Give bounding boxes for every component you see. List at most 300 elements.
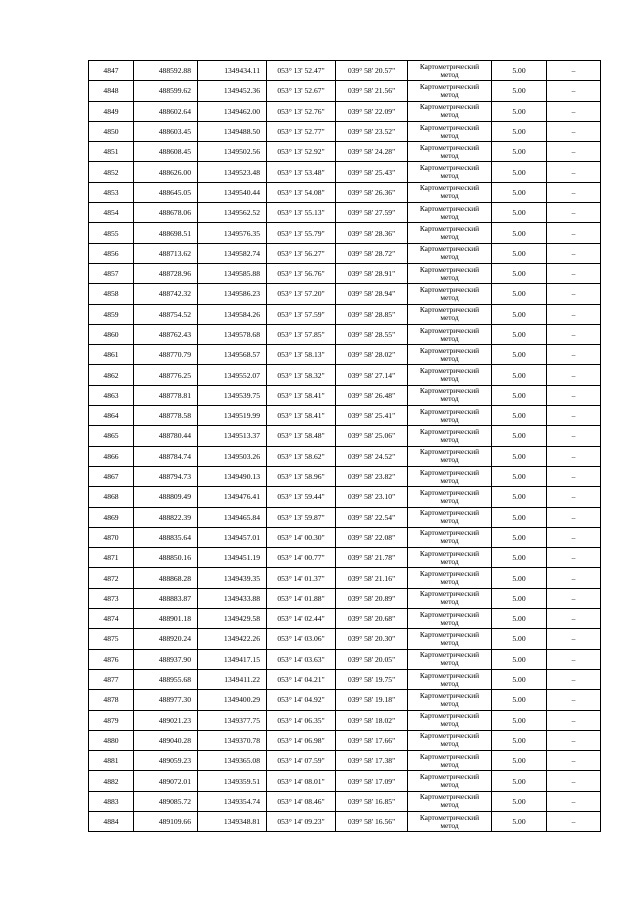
longitude-cell: 039° 58' 22.08"	[336, 527, 408, 547]
point-number-cell: 4853	[89, 182, 134, 202]
y-coordinate-cell: 1349502.56	[198, 142, 267, 162]
y-coordinate-cell: 1349582.74	[198, 243, 267, 263]
accuracy-cell: 5.00	[492, 771, 547, 791]
table-row	[89, 121, 601, 141]
method-cell: Картометрический метод	[408, 121, 492, 141]
point-number-cell: 4881	[89, 751, 134, 771]
point-number-cell: 4856	[89, 243, 134, 263]
point-number-cell: 4859	[89, 304, 134, 324]
table-row	[89, 527, 601, 547]
method-cell: Картометрический метод	[408, 710, 492, 730]
description-cell: –	[547, 324, 601, 344]
longitude-cell: 039° 58' 28.02"	[336, 345, 408, 365]
point-number-cell: 4884	[89, 811, 134, 831]
longitude-cell: 039° 58' 28.72"	[336, 243, 408, 263]
x-coordinate-cell: 489109.66	[134, 811, 198, 831]
accuracy-cell: 5.00	[492, 609, 547, 629]
x-coordinate-cell: 488778.81	[134, 385, 198, 405]
x-coordinate-cell: 489021.23	[134, 710, 198, 730]
accuracy-cell: 5.00	[492, 81, 547, 101]
y-coordinate-cell: 1349586.23	[198, 284, 267, 304]
y-coordinate-cell: 1349576.35	[198, 223, 267, 243]
description-cell: –	[547, 609, 601, 629]
x-coordinate-cell: 488901.18	[134, 609, 198, 629]
y-coordinate-cell: 1349552.07	[198, 365, 267, 385]
description-cell: –	[547, 466, 601, 486]
y-coordinate-cell: 1349370.78	[198, 730, 267, 750]
latitude-cell: 053° 13' 57.20"	[267, 284, 336, 304]
y-coordinate-cell: 1349584.26	[198, 304, 267, 324]
point-number-cell: 4851	[89, 142, 134, 162]
accuracy-cell: 5.00	[492, 811, 547, 831]
accuracy-cell: 5.00	[492, 649, 547, 669]
x-coordinate-cell: 488742.32	[134, 284, 198, 304]
longitude-cell: 039° 58' 18.02"	[336, 710, 408, 730]
latitude-cell: 053° 14' 04.21"	[267, 669, 336, 689]
table-row	[89, 223, 601, 243]
point-number-cell: 4848	[89, 81, 134, 101]
method-cell: Картометрический метод	[408, 162, 492, 182]
accuracy-cell: 5.00	[492, 507, 547, 527]
longitude-cell: 039° 58' 16.85"	[336, 791, 408, 811]
longitude-cell: 039° 58' 25.43"	[336, 162, 408, 182]
table-row	[89, 304, 601, 324]
latitude-cell: 053° 13' 58.48"	[267, 426, 336, 446]
x-coordinate-cell: 488626.00	[134, 162, 198, 182]
accuracy-cell: 5.00	[492, 466, 547, 486]
latitude-cell: 053° 13' 55.79"	[267, 223, 336, 243]
y-coordinate-cell: 1349539.75	[198, 385, 267, 405]
table-row	[89, 162, 601, 182]
point-number-cell: 4875	[89, 629, 134, 649]
method-cell: Картометрический метод	[408, 669, 492, 689]
y-coordinate-cell: 1349503.26	[198, 446, 267, 466]
latitude-cell: 053° 13' 52.76"	[267, 101, 336, 121]
x-coordinate-cell: 488937.90	[134, 649, 198, 669]
accuracy-cell: 5.00	[492, 365, 547, 385]
longitude-cell: 039° 58' 26.36"	[336, 182, 408, 202]
table-row	[89, 406, 601, 426]
x-coordinate-cell: 488868.28	[134, 568, 198, 588]
method-cell: Картометрический метод	[408, 385, 492, 405]
table-row	[89, 446, 601, 466]
longitude-cell: 039° 58' 25.41"	[336, 406, 408, 426]
y-coordinate-cell: 1349568.57	[198, 345, 267, 365]
latitude-cell: 053° 14' 02.44"	[267, 609, 336, 629]
point-number-cell: 4869	[89, 507, 134, 527]
point-number-cell: 4855	[89, 223, 134, 243]
description-cell: –	[547, 751, 601, 771]
longitude-cell: 039° 58' 23.52"	[336, 121, 408, 141]
latitude-cell: 053° 13' 56.76"	[267, 263, 336, 283]
method-cell: Картометрический метод	[408, 527, 492, 547]
y-coordinate-cell: 1349452.36	[198, 81, 267, 101]
accuracy-cell: 5.00	[492, 426, 547, 446]
y-coordinate-cell: 1349433.88	[198, 588, 267, 608]
method-cell: Картометрический метод	[408, 568, 492, 588]
accuracy-cell: 5.00	[492, 527, 547, 547]
method-cell: Картометрический метод	[408, 142, 492, 162]
method-cell: Картометрический метод	[408, 649, 492, 669]
method-cell: Картометрический метод	[408, 284, 492, 304]
longitude-cell: 039° 58' 22.54"	[336, 507, 408, 527]
method-cell: Картометрический метод	[408, 304, 492, 324]
y-coordinate-cell: 1349519.99	[198, 406, 267, 426]
point-number-cell: 4882	[89, 771, 134, 791]
table-row	[89, 263, 601, 283]
method-cell: Картометрический метод	[408, 791, 492, 811]
y-coordinate-cell: 1349578.68	[198, 324, 267, 344]
latitude-cell: 053° 13' 59.87"	[267, 507, 336, 527]
latitude-cell: 053° 14' 06.98"	[267, 730, 336, 750]
point-number-cell: 4852	[89, 162, 134, 182]
coordinates-table	[88, 60, 601, 832]
y-coordinate-cell: 1349422.26	[198, 629, 267, 649]
x-coordinate-cell: 488794.73	[134, 466, 198, 486]
x-coordinate-cell: 488784.74	[134, 446, 198, 466]
method-cell: Картометрический метод	[408, 263, 492, 283]
longitude-cell: 039° 58' 24.52"	[336, 446, 408, 466]
accuracy-cell: 5.00	[492, 223, 547, 243]
accuracy-cell: 5.00	[492, 101, 547, 121]
y-coordinate-cell: 1349417.15	[198, 649, 267, 669]
description-cell: –	[547, 629, 601, 649]
description-cell: –	[547, 406, 601, 426]
accuracy-cell: 5.00	[492, 730, 547, 750]
description-cell: –	[547, 730, 601, 750]
latitude-cell: 053° 14' 03.06"	[267, 629, 336, 649]
y-coordinate-cell: 1349411.22	[198, 669, 267, 689]
x-coordinate-cell: 488780.44	[134, 426, 198, 446]
accuracy-cell: 5.00	[492, 182, 547, 202]
x-coordinate-cell: 488754.52	[134, 304, 198, 324]
accuracy-cell: 5.00	[492, 568, 547, 588]
x-coordinate-cell: 488776.25	[134, 365, 198, 385]
longitude-cell: 039° 58' 26.48"	[336, 385, 408, 405]
description-cell: –	[547, 304, 601, 324]
point-number-cell: 4866	[89, 446, 134, 466]
description-cell: –	[547, 101, 601, 121]
latitude-cell: 053° 13' 58.62"	[267, 446, 336, 466]
longitude-cell: 039° 58' 28.91"	[336, 263, 408, 283]
latitude-cell: 053° 14' 00.30"	[267, 527, 336, 547]
description-cell: –	[547, 263, 601, 283]
method-cell: Картометрический метод	[408, 81, 492, 101]
table-row	[89, 182, 601, 202]
table-row	[89, 649, 601, 669]
x-coordinate-cell: 489072.01	[134, 771, 198, 791]
point-number-cell: 4874	[89, 609, 134, 629]
table-row	[89, 690, 601, 710]
method-cell: Картометрический метод	[408, 324, 492, 344]
latitude-cell: 053° 13' 58.41"	[267, 406, 336, 426]
x-coordinate-cell: 488728.96	[134, 263, 198, 283]
point-number-cell: 4849	[89, 101, 134, 121]
coordinates-table-body	[89, 61, 601, 832]
accuracy-cell: 5.00	[492, 710, 547, 730]
description-cell: –	[547, 61, 601, 81]
point-number-cell: 4857	[89, 263, 134, 283]
method-cell: Картометрический метод	[408, 223, 492, 243]
x-coordinate-cell: 489040.28	[134, 730, 198, 750]
table-row	[89, 385, 601, 405]
y-coordinate-cell: 1349377.75	[198, 710, 267, 730]
accuracy-cell: 5.00	[492, 121, 547, 141]
x-coordinate-cell: 488778.58	[134, 406, 198, 426]
y-coordinate-cell: 1349451.19	[198, 548, 267, 568]
accuracy-cell: 5.00	[492, 406, 547, 426]
accuracy-cell: 5.00	[492, 284, 547, 304]
method-cell: Картометрический метод	[408, 406, 492, 426]
longitude-cell: 039° 58' 20.68"	[336, 609, 408, 629]
description-cell: –	[547, 487, 601, 507]
method-cell: Картометрический метод	[408, 609, 492, 629]
x-coordinate-cell: 488977.30	[134, 690, 198, 710]
longitude-cell: 039° 58' 23.10"	[336, 487, 408, 507]
table-row	[89, 81, 601, 101]
longitude-cell: 039° 58' 20.30"	[336, 629, 408, 649]
table-row	[89, 284, 601, 304]
method-cell: Картометрический метод	[408, 771, 492, 791]
x-coordinate-cell: 488602.64	[134, 101, 198, 121]
latitude-cell: 053° 14' 08.01"	[267, 771, 336, 791]
latitude-cell: 053° 13' 57.59"	[267, 304, 336, 324]
x-coordinate-cell: 488920.24	[134, 629, 198, 649]
latitude-cell: 053° 13' 55.13"	[267, 203, 336, 223]
description-cell: –	[547, 771, 601, 791]
description-cell: –	[547, 182, 601, 202]
latitude-cell: 053° 13' 52.92"	[267, 142, 336, 162]
x-coordinate-cell: 488955.68	[134, 669, 198, 689]
description-cell: –	[547, 142, 601, 162]
y-coordinate-cell: 1349562.52	[198, 203, 267, 223]
y-coordinate-cell: 1349439.35	[198, 568, 267, 588]
latitude-cell: 053° 13' 52.67"	[267, 81, 336, 101]
y-coordinate-cell: 1349429.58	[198, 609, 267, 629]
description-cell: –	[547, 690, 601, 710]
y-coordinate-cell: 1349348.81	[198, 811, 267, 831]
longitude-cell: 039° 58' 21.78"	[336, 548, 408, 568]
latitude-cell: 053° 14' 09.23"	[267, 811, 336, 831]
latitude-cell: 053° 13' 58.41"	[267, 385, 336, 405]
description-cell: –	[547, 365, 601, 385]
accuracy-cell: 5.00	[492, 345, 547, 365]
x-coordinate-cell: 488850.16	[134, 548, 198, 568]
latitude-cell: 053° 13' 53.48"	[267, 162, 336, 182]
x-coordinate-cell: 489085.72	[134, 791, 198, 811]
latitude-cell: 053° 13' 52.77"	[267, 121, 336, 141]
latitude-cell: 053° 14' 07.59"	[267, 751, 336, 771]
description-cell: –	[547, 527, 601, 547]
description-cell: –	[547, 446, 601, 466]
method-cell: Картометрический метод	[408, 182, 492, 202]
longitude-cell: 039° 58' 28.55"	[336, 324, 408, 344]
longitude-cell: 039° 58' 24.28"	[336, 142, 408, 162]
table-row	[89, 324, 601, 344]
table-row	[89, 629, 601, 649]
table-row	[89, 588, 601, 608]
y-coordinate-cell: 1349400.29	[198, 690, 267, 710]
y-coordinate-cell: 1349490.13	[198, 466, 267, 486]
method-cell: Картометрический метод	[408, 101, 492, 121]
x-coordinate-cell: 488762.43	[134, 324, 198, 344]
x-coordinate-cell: 489059.23	[134, 751, 198, 771]
method-cell: Картометрический метод	[408, 629, 492, 649]
point-number-cell: 4860	[89, 324, 134, 344]
accuracy-cell: 5.00	[492, 203, 547, 223]
accuracy-cell: 5.00	[492, 243, 547, 263]
accuracy-cell: 5.00	[492, 669, 547, 689]
table-row	[89, 771, 601, 791]
method-cell: Картометрический метод	[408, 426, 492, 446]
point-number-cell: 4873	[89, 588, 134, 608]
longitude-cell: 039° 58' 17.38"	[336, 751, 408, 771]
method-cell: Картометрический метод	[408, 365, 492, 385]
x-coordinate-cell: 488883.87	[134, 588, 198, 608]
longitude-cell: 039° 58' 27.59"	[336, 203, 408, 223]
longitude-cell: 039° 58' 28.36"	[336, 223, 408, 243]
latitude-cell: 053° 13' 56.27"	[267, 243, 336, 263]
latitude-cell: 053° 14' 03.63"	[267, 649, 336, 669]
point-number-cell: 4872	[89, 568, 134, 588]
method-cell: Картометрический метод	[408, 730, 492, 750]
description-cell: –	[547, 811, 601, 831]
longitude-cell: 039° 58' 28.85"	[336, 304, 408, 324]
longitude-cell: 039° 58' 19.75"	[336, 669, 408, 689]
accuracy-cell: 5.00	[492, 162, 547, 182]
point-number-cell: 4863	[89, 385, 134, 405]
point-number-cell: 4870	[89, 527, 134, 547]
accuracy-cell: 5.00	[492, 629, 547, 649]
x-coordinate-cell: 488608.45	[134, 142, 198, 162]
point-number-cell: 4867	[89, 466, 134, 486]
method-cell: Картометрический метод	[408, 487, 492, 507]
table-row	[89, 548, 601, 568]
table-row	[89, 710, 601, 730]
table-row	[89, 609, 601, 629]
accuracy-cell: 5.00	[492, 446, 547, 466]
x-coordinate-cell: 488698.51	[134, 223, 198, 243]
point-number-cell: 4883	[89, 791, 134, 811]
point-number-cell: 4880	[89, 730, 134, 750]
table-row	[89, 142, 601, 162]
table-row	[89, 345, 601, 365]
point-number-cell: 4861	[89, 345, 134, 365]
point-number-cell: 4850	[89, 121, 134, 141]
method-cell: Картометрический метод	[408, 751, 492, 771]
y-coordinate-cell: 1349359.51	[198, 771, 267, 791]
description-cell: –	[547, 223, 601, 243]
longitude-cell: 039° 58' 23.82"	[336, 466, 408, 486]
latitude-cell: 053° 13' 54.08"	[267, 182, 336, 202]
table-row	[89, 751, 601, 771]
accuracy-cell: 5.00	[492, 690, 547, 710]
description-cell: –	[547, 345, 601, 365]
point-number-cell: 4854	[89, 203, 134, 223]
table-row	[89, 203, 601, 223]
description-cell: –	[547, 81, 601, 101]
description-cell: –	[547, 669, 601, 689]
point-number-cell: 4864	[89, 406, 134, 426]
table-row	[89, 568, 601, 588]
table-row	[89, 61, 601, 81]
method-cell: Картометрический метод	[408, 446, 492, 466]
table-row	[89, 243, 601, 263]
method-cell: Картометрический метод	[408, 203, 492, 223]
accuracy-cell: 5.00	[492, 142, 547, 162]
accuracy-cell: 5.00	[492, 548, 547, 568]
longitude-cell: 039° 58' 21.16"	[336, 568, 408, 588]
latitude-cell: 053° 13' 58.13"	[267, 345, 336, 365]
table-row	[89, 426, 601, 446]
accuracy-cell: 5.00	[492, 487, 547, 507]
description-cell: –	[547, 284, 601, 304]
latitude-cell: 053° 13' 57.85"	[267, 324, 336, 344]
y-coordinate-cell: 1349365.08	[198, 751, 267, 771]
y-coordinate-cell: 1349523.48	[198, 162, 267, 182]
point-number-cell: 4868	[89, 487, 134, 507]
description-cell: –	[547, 548, 601, 568]
method-cell: Картометрический метод	[408, 466, 492, 486]
accuracy-cell: 5.00	[492, 791, 547, 811]
longitude-cell: 039° 58' 20.57"	[336, 61, 408, 81]
description-cell: –	[547, 568, 601, 588]
accuracy-cell: 5.00	[492, 304, 547, 324]
longitude-cell: 039° 58' 28.94"	[336, 284, 408, 304]
longitude-cell: 039° 58' 20.05"	[336, 649, 408, 669]
x-coordinate-cell: 488645.05	[134, 182, 198, 202]
longitude-cell: 039° 58' 27.14"	[336, 365, 408, 385]
latitude-cell: 053° 14' 01.37"	[267, 568, 336, 588]
accuracy-cell: 5.00	[492, 588, 547, 608]
method-cell: Картометрический метод	[408, 548, 492, 568]
description-cell: –	[547, 121, 601, 141]
table-row	[89, 507, 601, 527]
x-coordinate-cell: 488603.45	[134, 121, 198, 141]
longitude-cell: 039° 58' 19.18"	[336, 690, 408, 710]
point-number-cell: 4862	[89, 365, 134, 385]
y-coordinate-cell: 1349457.01	[198, 527, 267, 547]
y-coordinate-cell: 1349354.74	[198, 791, 267, 811]
point-number-cell: 4879	[89, 710, 134, 730]
point-number-cell: 4871	[89, 548, 134, 568]
description-cell: –	[547, 203, 601, 223]
point-number-cell: 4865	[89, 426, 134, 446]
description-cell: –	[547, 162, 601, 182]
accuracy-cell: 5.00	[492, 385, 547, 405]
latitude-cell: 053° 13' 52.47"	[267, 61, 336, 81]
table-row	[89, 101, 601, 121]
longitude-cell: 039° 58' 20.89"	[336, 588, 408, 608]
latitude-cell: 053° 14' 00.77"	[267, 548, 336, 568]
method-cell: Картометрический метод	[408, 243, 492, 263]
table-row	[89, 730, 601, 750]
method-cell: Картометрический метод	[408, 61, 492, 81]
latitude-cell: 053° 13' 58.32"	[267, 365, 336, 385]
y-coordinate-cell: 1349476.41	[198, 487, 267, 507]
point-number-cell: 4876	[89, 649, 134, 669]
method-cell: Картометрический метод	[408, 507, 492, 527]
longitude-cell: 039° 58' 17.66"	[336, 730, 408, 750]
latitude-cell: 053° 14' 01.88"	[267, 588, 336, 608]
point-number-cell: 4877	[89, 669, 134, 689]
x-coordinate-cell: 488822.39	[134, 507, 198, 527]
latitude-cell: 053° 14' 06.35"	[267, 710, 336, 730]
method-cell: Картометрический метод	[408, 690, 492, 710]
latitude-cell: 053° 13' 59.44"	[267, 487, 336, 507]
accuracy-cell: 5.00	[492, 263, 547, 283]
method-cell: Картометрический метод	[408, 811, 492, 831]
